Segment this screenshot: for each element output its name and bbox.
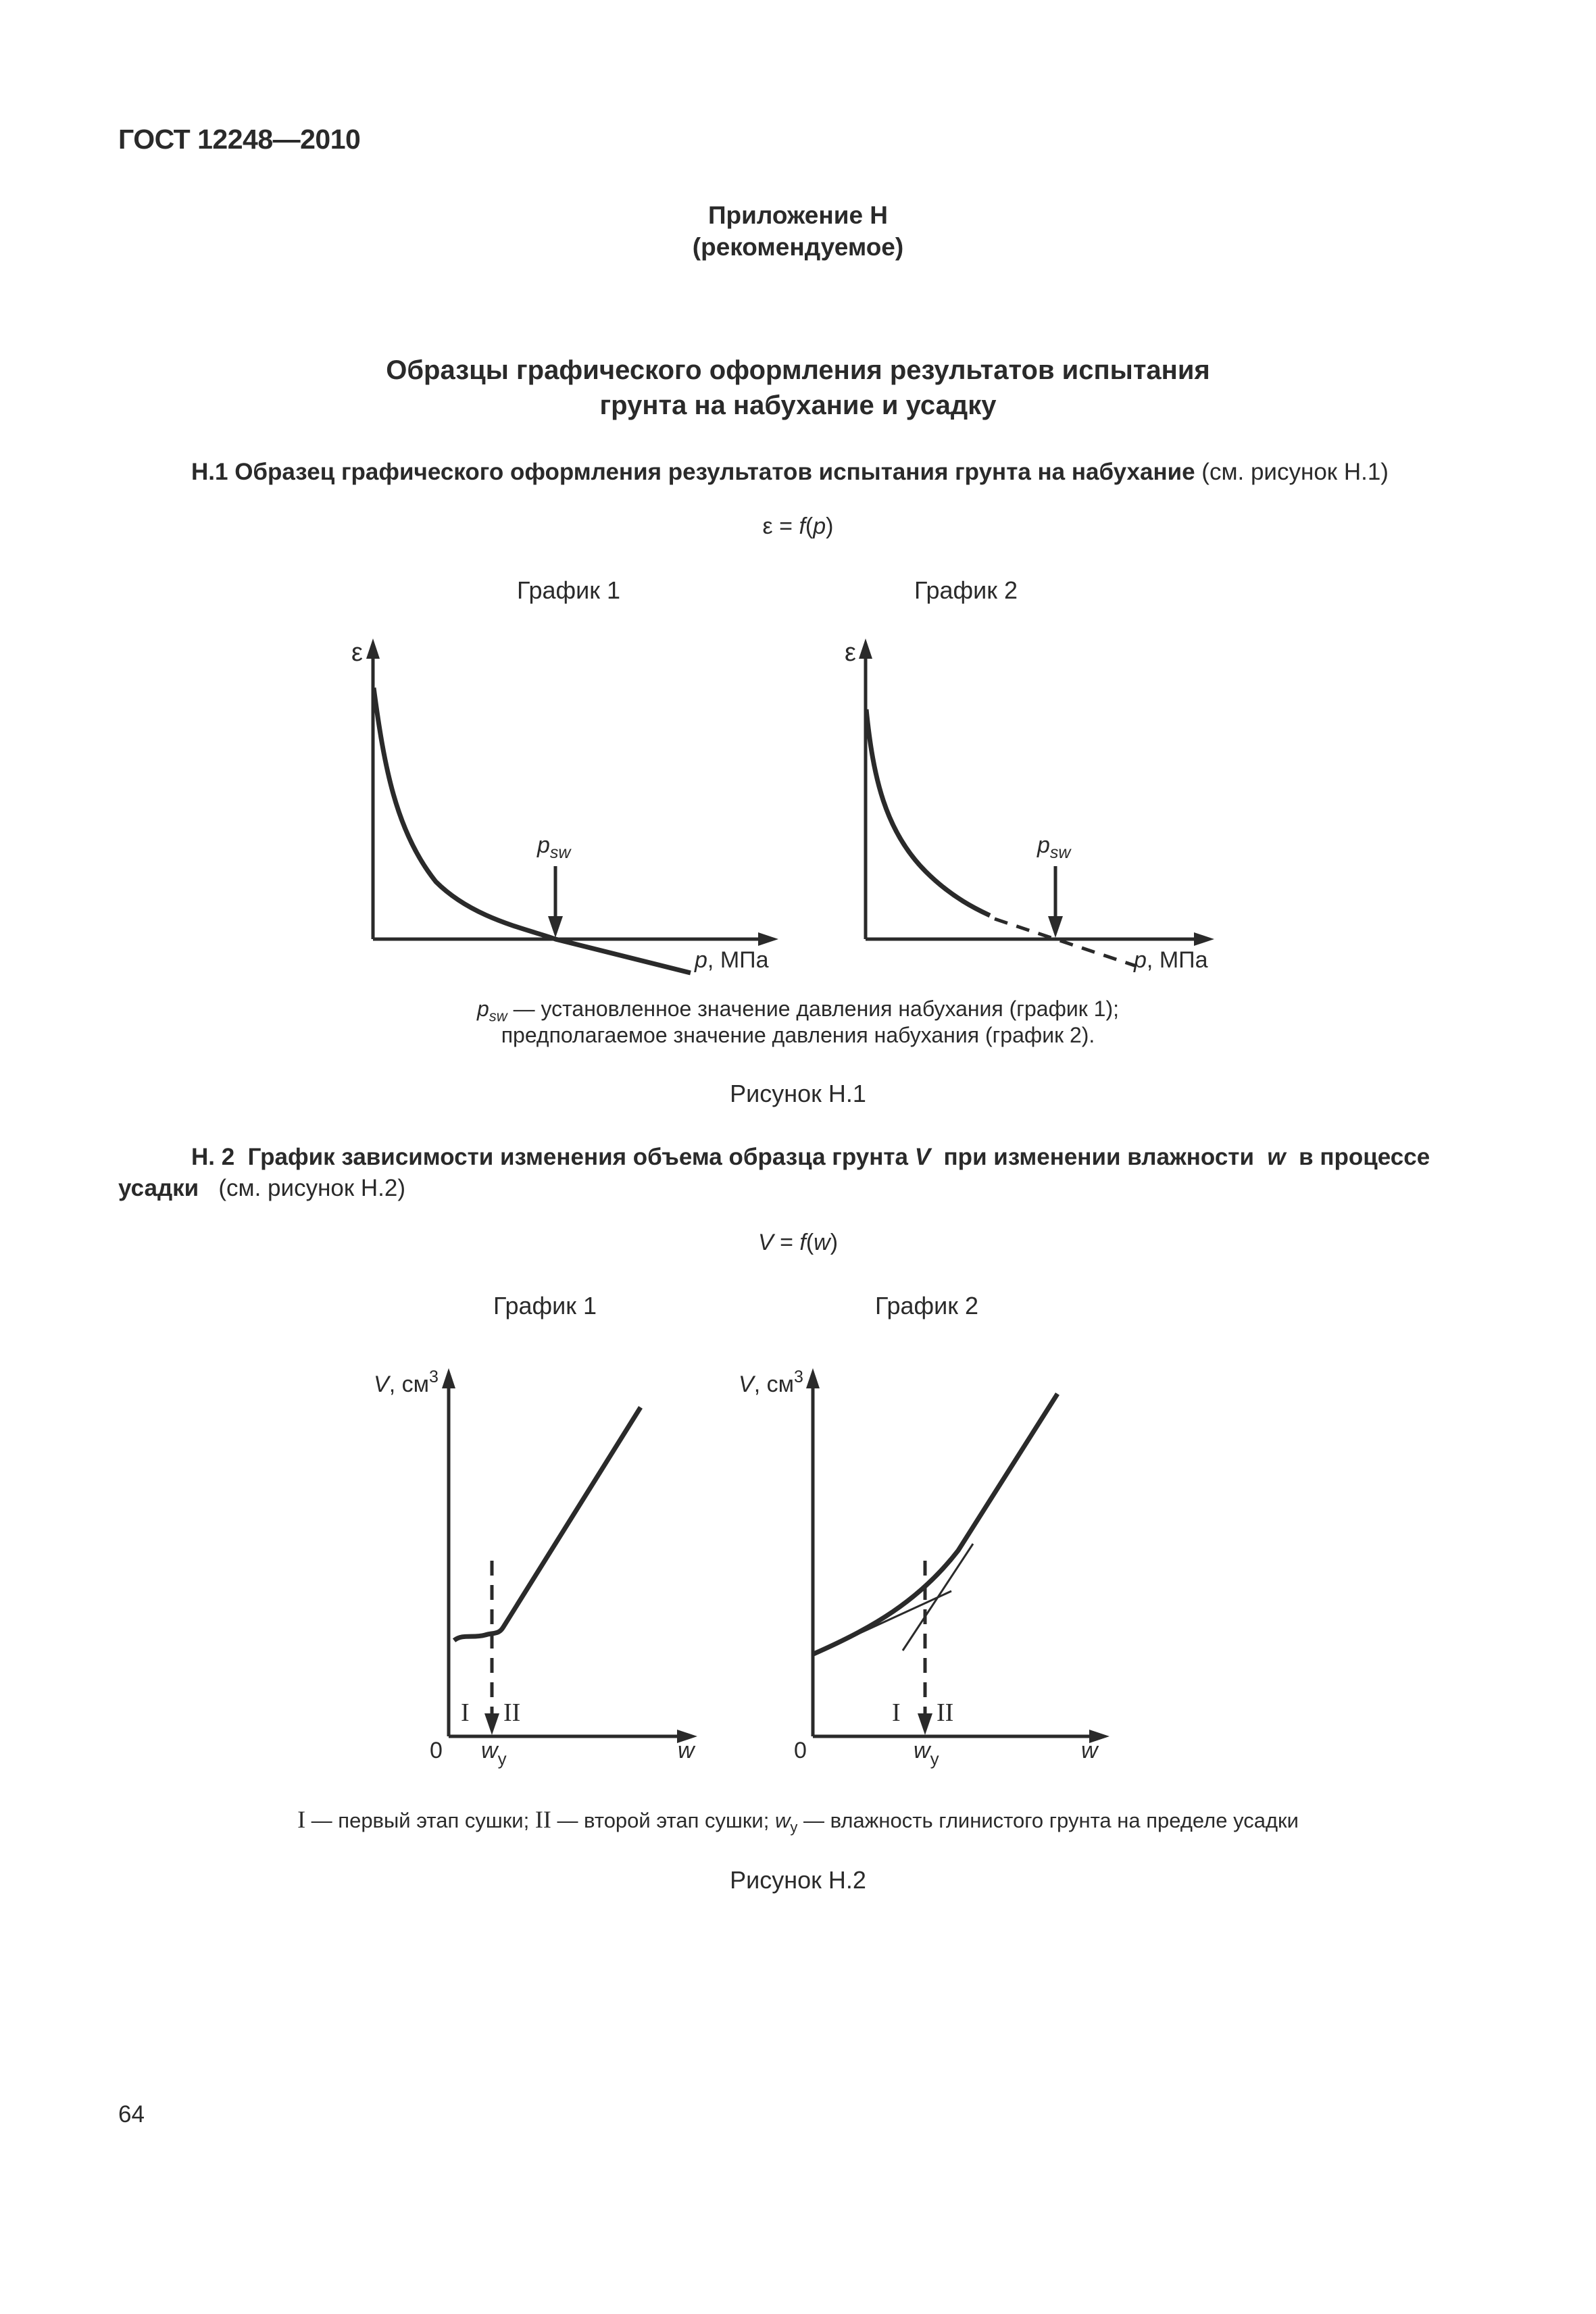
figure2-graph1-title: График 1: [493, 1292, 597, 1319]
figure2-graph1-wy-main: w: [481, 1738, 498, 1763]
figure2-legend-w: w: [774, 1809, 791, 1832]
section1-heading-tail: (см. рисунок Н.1): [1195, 459, 1389, 485]
formula-1-close: ): [826, 513, 834, 539]
figure1-graph2-x-unit: , МПа: [1146, 947, 1208, 973]
figure2-graph1: [374, 1367, 697, 1769]
section2-num: Н. 2: [191, 1144, 235, 1170]
figure1-graph1-x-unit: , МПа: [707, 947, 769, 973]
figure1-graph2-title: График 2: [914, 576, 1018, 604]
figure2-graph2-wy-label: [914, 1738, 939, 1769]
section1-heading-bold: Н.1 Образец графического оформления результатов испытания грунта на набухание: [191, 459, 1195, 485]
figure2-graph1-origin: 0: [430, 1738, 443, 1763]
figure2-graph2-x-label: w: [1081, 1738, 1098, 1763]
appendix-subtitle: (рекомендуемое): [692, 233, 904, 261]
figure2-graph1-y-var: V: [374, 1372, 389, 1397]
main-title-line1: Образцы графического оформления результатов испытания: [386, 355, 1210, 385]
formula-2-open: (: [805, 1230, 814, 1255]
figure1-caption-line2: предполагаемое значение давления набухания (график 2).: [501, 1023, 1095, 1047]
page-number: 64: [118, 2101, 145, 2128]
appendix-title: Приложение Н: [707, 201, 889, 229]
figure2-legend-w-text: — влажность глинистого грунта на пределе усадки: [797, 1809, 1299, 1832]
figure2-graph1-curve: [454, 1407, 641, 1640]
figure2-graph2-stage1: I: [892, 1699, 901, 1727]
figure2-graph2-stage2: II: [937, 1699, 954, 1727]
figure2-graph1-wy-label: [481, 1738, 507, 1769]
figure1-graph1-title: График 1: [517, 576, 621, 604]
section2-var-w: w: [1267, 1144, 1286, 1170]
figure2-graph2-wy-arrowhead-icon: [918, 1713, 932, 1735]
figure2-graph2-title: График 2: [875, 1292, 979, 1319]
figure2-graph2-y-exp: 3: [793, 1367, 803, 1386]
figure1-graph2-psw-sub: sw: [1049, 843, 1071, 862]
figure2-legend-i: I: [297, 1806, 306, 1833]
figure2-graph1-x-label: w: [678, 1738, 695, 1763]
figure2-graph2-y-var: V: [739, 1372, 754, 1397]
figure2-graph1-y-exp: 3: [428, 1367, 439, 1386]
figure1-graph1-psw-sub: sw: [549, 843, 571, 862]
figure1-graph2-y-label: ε: [845, 638, 856, 667]
figure1-graph1-y-label: ε: [351, 638, 363, 667]
figure2-graph2-origin: 0: [794, 1738, 807, 1763]
figure1-graph2-psw-main: p: [1037, 832, 1050, 858]
figure2-graph1-y-arrow-icon: [442, 1368, 455, 1388]
figure2-graph2-y-arrow-icon: [806, 1368, 820, 1388]
figure1-graph2-x-var: p: [1134, 947, 1147, 973]
figure1-graph1-psw-main: p: [537, 832, 550, 858]
figure1-caption-text1: — установленное значение давления набухания (график 1);: [507, 997, 1119, 1021]
formula-2-eq: =: [773, 1230, 800, 1255]
formula-1-f: f: [799, 513, 805, 539]
figure2-graph1-y-label: [374, 1367, 439, 1397]
figure1-caption-var: p: [477, 997, 489, 1021]
figure2-graph1-wy-arrowhead-icon: [484, 1713, 499, 1735]
figure2-legend-w-sub: у: [790, 1819, 798, 1836]
figure1-caption-sub: sw: [489, 1007, 507, 1025]
figure2-title: Рисунок Н.2: [730, 1866, 866, 1894]
figure2-legend: [0, 1805, 1596, 1836]
figure2-graph1-wy-sub: у: [497, 1749, 507, 1769]
figure1-title: Рисунок Н.1: [730, 1080, 866, 1107]
figure2-legend-ii: II: [534, 1806, 551, 1833]
figure2-legend-ii-text: — второй этап сушки;: [551, 1809, 775, 1832]
figure2-graph2-y-unit: , см: [753, 1372, 794, 1397]
figure2-graph1-y-unit: , см: [389, 1372, 429, 1397]
section2-tail: (см. рисунок Н.2): [218, 1175, 406, 1201]
figure2-graph1-stage1: I: [461, 1699, 470, 1727]
formula-1-arg: p: [813, 513, 826, 539]
figure2-graph2-wy-main: w: [914, 1738, 930, 1763]
figure1-graph1-x-var: p: [695, 947, 707, 973]
section2-bold-c: в процессе: [1299, 1144, 1430, 1170]
formula-1-lhs: ε =: [762, 513, 799, 539]
section2-var-v: V: [914, 1144, 931, 1170]
figure2-legend-i-text: — первый этап сушки;: [305, 1809, 535, 1832]
formula-1-open: (: [805, 513, 814, 539]
formula-2-f: f: [799, 1230, 806, 1255]
formula-2-v: V: [757, 1230, 774, 1255]
figure2-graph2-curve: [814, 1394, 1057, 1654]
formula-2-arg: w: [814, 1230, 830, 1255]
section2-bold-b: при изменении влажности: [943, 1144, 1254, 1170]
formula-2-close: ): [830, 1230, 839, 1255]
document-code: ГОСТ 12248—2010: [118, 124, 361, 155]
main-title-line2: грунта на набухание и усадку: [599, 391, 997, 420]
figure2-graph2-y-label: [739, 1367, 803, 1397]
figure2-graph2-wy-sub: у: [930, 1749, 939, 1769]
section2-bold-a: График зависимости изменения объема образца грунта: [247, 1144, 908, 1170]
figure2-graph2: [739, 1367, 1109, 1769]
section2-bold-d: усадки: [118, 1175, 199, 1201]
figure2-graph1-stage2: II: [503, 1699, 521, 1727]
